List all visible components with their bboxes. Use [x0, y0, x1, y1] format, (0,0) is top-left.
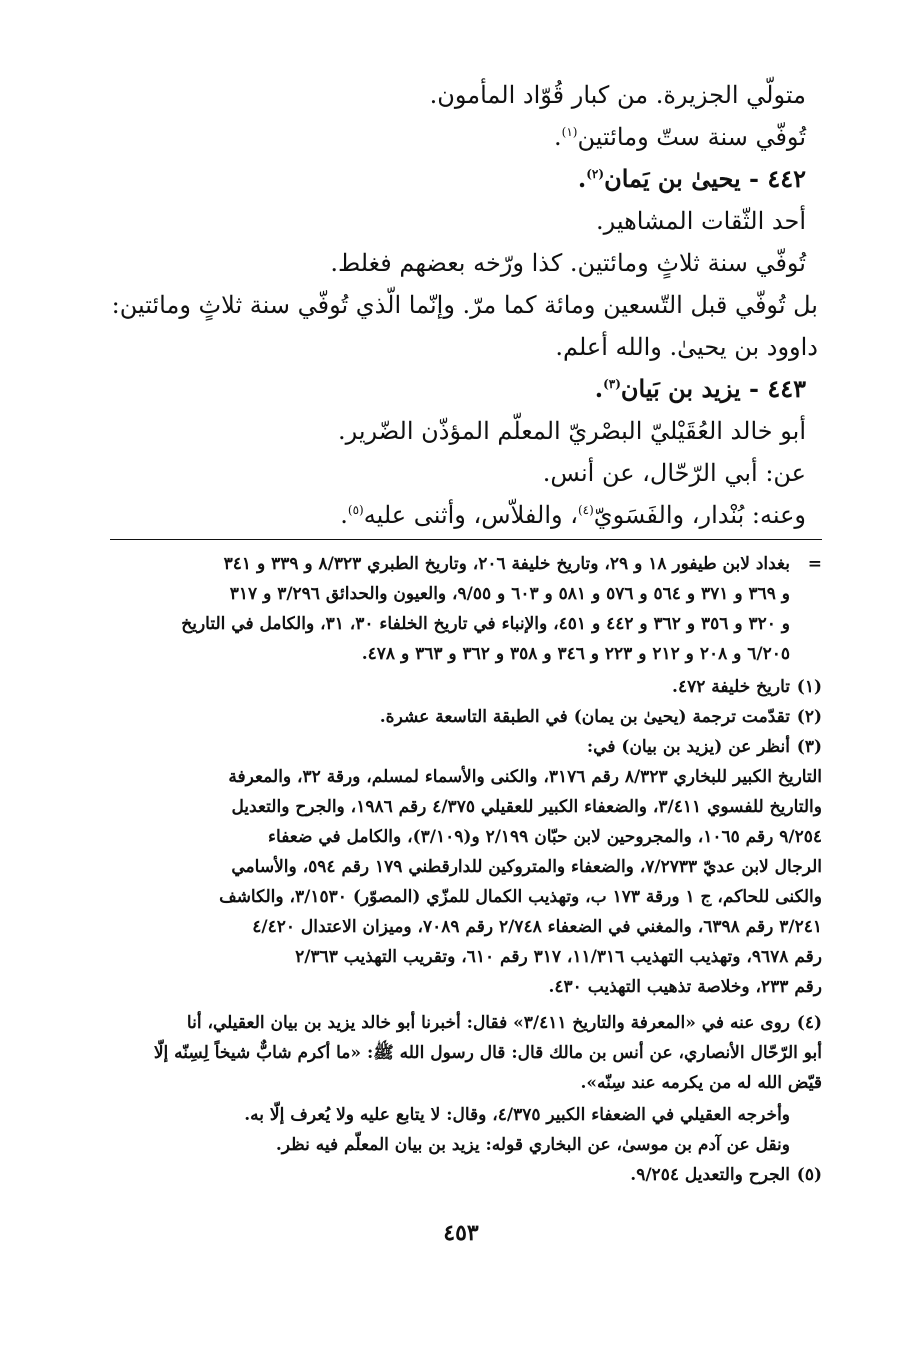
main-line-7 [555, 332, 818, 362]
main-line-text: متولّي الجزيرة. من كبار قُوّاد المأمون. [429, 81, 806, 109]
main-line-6 [112, 290, 818, 320]
main-line-text: وعنه: بُنْدار، والفَسَويّ [593, 501, 806, 529]
footnote-ref: (٥) [347, 503, 364, 517]
footnote-3-line: الرجال لابن عديّ ٧/٢٧٣٣، والضعفاء والمتروكين للدارقطني ١٧٩ رقم ٥٩٤، والأسامي [231, 857, 822, 877]
footnote-4-line: قيّض الله له من يكرمه عند سِنّه». [580, 1073, 822, 1093]
entry-name: يحيىٰ بن يَمان [604, 164, 741, 193]
footnote-3-line: رقم ٩٦٧٨، وتهذيب التهذيب ١١/٣١٦، ٣١٧ رقم ٦١٠، وتقريب التهذيب ٢/٣٦٣ [295, 947, 822, 967]
main-line-10 [543, 458, 806, 488]
footnote-ref: (٢) [586, 167, 605, 181]
main-line-1 [430, 80, 806, 110]
footnote-3-line: والكنى للحاكم، ج ١ ورقة ١٧٣ ب، وتهذيب الكمال للمزّي (المصوّر) ٣/١٥٣٠، والكاشف [219, 887, 822, 907]
main-line-text: أبو خالد العُقَيْليّ البصْريّ المعلّم المؤذّن الضّرير. [337, 417, 806, 445]
main-line-9 [338, 416, 806, 446]
footnote-ref: (١) [561, 125, 578, 139]
footnote-3-line: ٩/٢٥٤ رقم ١٠٦٥، والمجروحين لابن حبّان ٢/١٩٩ و(٣/١٠٩)، والكامل في ضعفاء [268, 827, 822, 847]
footnote-ref: (٤) [577, 503, 594, 517]
main-line-text: تُوفّي سنة ثلاثٍ ومائتين. كذا ورّخه بعضهم فغلط. [330, 249, 806, 277]
main-line-text: عن: أبي الرّحّال، عن أنس. [542, 459, 806, 487]
footnote-4-line: وأخرجه العقيلي في الضعفاء الكبير ٤/٣٧٥، وقال: لا يتابع عليه ولا يُعرف إلّا به. [244, 1105, 790, 1125]
footnote-3-line: رقم ٢٣٣، وخلاصة تذهيب التهذيب ٤٣٠. [548, 977, 822, 997]
footnote-continuation-line: ٦/٢٠٥ و ٢٠٨ و ٢١٢ و ٢٢٣ و ٣٤٦ و ٣٥٨ و ٣٦٢ و ٣٦٣ و ٤٧٨. [361, 644, 790, 664]
footnote-1-marker: (١) [796, 677, 822, 697]
footnote-3-line: التاريخ الكبير للبخاري ٨/٣٢٣ رقم ٣١٧٦، والكنى والأسماء لمسلم، ورقة ٣٢، والمعرفة [228, 767, 822, 787]
footnote-separator [110, 539, 822, 540]
continuation-marker: = [807, 554, 822, 574]
main-line-5 [330, 248, 806, 278]
footnote-continuation-line: و ٣٢٠ و ٣٥٦ و ٣٦٢ و ٤٤٢ و ٤٥١، والإنباء في تاريخ الخلفاء ٣٠، ٣١، والكامل في التاريخ [181, 614, 790, 634]
entry-number: ٤٤٣ - [749, 374, 806, 403]
page-number: ٤٥٣ [443, 1220, 479, 1246]
footnote-3-line: ٣/٢٤١ رقم ٦٣٩٨، والمغني في الضعفاء ٢/٧٤٨ رقم ٧٠٨٩، وميزان الاعتدال ٤/٤٢٠ [252, 917, 822, 937]
main-line-11: وعنه: بُنْدار، والفَسَويّ$^{(٤)}$، والفلاّس، وأثنى عليه$^{(٥)}$. [340, 501, 806, 529]
footnote-3-line: أنظر عن (يزيد بن بيان) في: [586, 737, 790, 757]
footnote-ref: (٣) [603, 377, 621, 391]
footnote-continuation-line: و ٣٦٩ و ٣٧١ و ٥٦٤ و ٥٧٦ و ٥٨١ و ٦٠٣ و ٩/٥٥، والعيون والحدائق ٣/٢٩٦ و ٣١٧ [229, 584, 790, 604]
footnote-4-marker: (٤) [796, 1013, 822, 1033]
entry-name: يزيد بن بَيان [620, 374, 741, 403]
footnote-2-text: تقدّمت ترجمة (يحيىٰ بن يمان) في الطبقة التاسعة عشرة. [379, 707, 790, 727]
footnote-5-marker: (٥) [796, 1165, 822, 1185]
main-line-4 [596, 206, 806, 236]
main-line-text: تُوفّي سنة ستّ ومائتين [577, 123, 806, 151]
entry-number: ٤٤٢ - [749, 164, 806, 193]
main-line-text: بل تُوفّي قبل التّسعين ومائة كما مرّ. وإنّما الّذي تُوفّي سنة ثلاثٍ ومائتين: [111, 291, 818, 319]
main-line-text: أحد الثّقات المشاهير. [596, 207, 806, 235]
main-line-text: ، والفلاّس، وأثنى عليه [363, 501, 578, 529]
footnote-continuation-line: بغداد لابن طيفور ١٨ و ٢٩، وتاريخ خليفة ٢٠٦، وتاريخ الطبري ٨/٣٢٣ و ٣٣٩ و ٣٤١ [223, 554, 790, 574]
footnote-1-text: تاريخ خليفة ٤٧٢. [672, 677, 790, 697]
footnote-3-line: والتاريخ للفسوي ٣/٤١١، والضعفاء الكبير للعقيلي ٤/٣٧٥ رقم ١٩٨٦، والجرح والتعديل [231, 797, 822, 817]
entry-443-heading: ٤٤٣ - يزيد بن بَيان$^{(٣)}$. [594, 374, 806, 403]
footnote-4-line: ونقل عن آدم بن موسىٰ، عن البخاري قوله: يزيد بن بيان المعلّم فيه نظر. [275, 1135, 790, 1155]
entry-442-heading: ٤٤٢ - يحيىٰ بن يَمان$^{(٢)}$. [577, 164, 806, 193]
footnote-4-line: أبو الرّحّال الأنصاري، عن أنس بن مالك قال: قال رسول الله ﷺ: «ما أكرم شابٌّ شيخاً لِسِنّه إلّا [153, 1043, 822, 1063]
footnote-4-line: روى عنه في «المعرفة والتاريخ ٣/٤١١» فقال: أخبرنا أبو خالد يزيد بن بيان العقيلي، أنا [186, 1013, 790, 1033]
footnote-5-text: الجرح والتعديل ٩/٢٥٤. [630, 1165, 790, 1185]
footnote-2-marker: (٢) [796, 707, 822, 727]
main-line-2: تُوفّي سنة ستّ ومائتين$^{(١)}$. [554, 123, 806, 151]
main-line-text: داوود بن يحيىٰ. والله أعلم. [555, 333, 818, 361]
footnote-3-marker: (٣) [796, 737, 822, 757]
